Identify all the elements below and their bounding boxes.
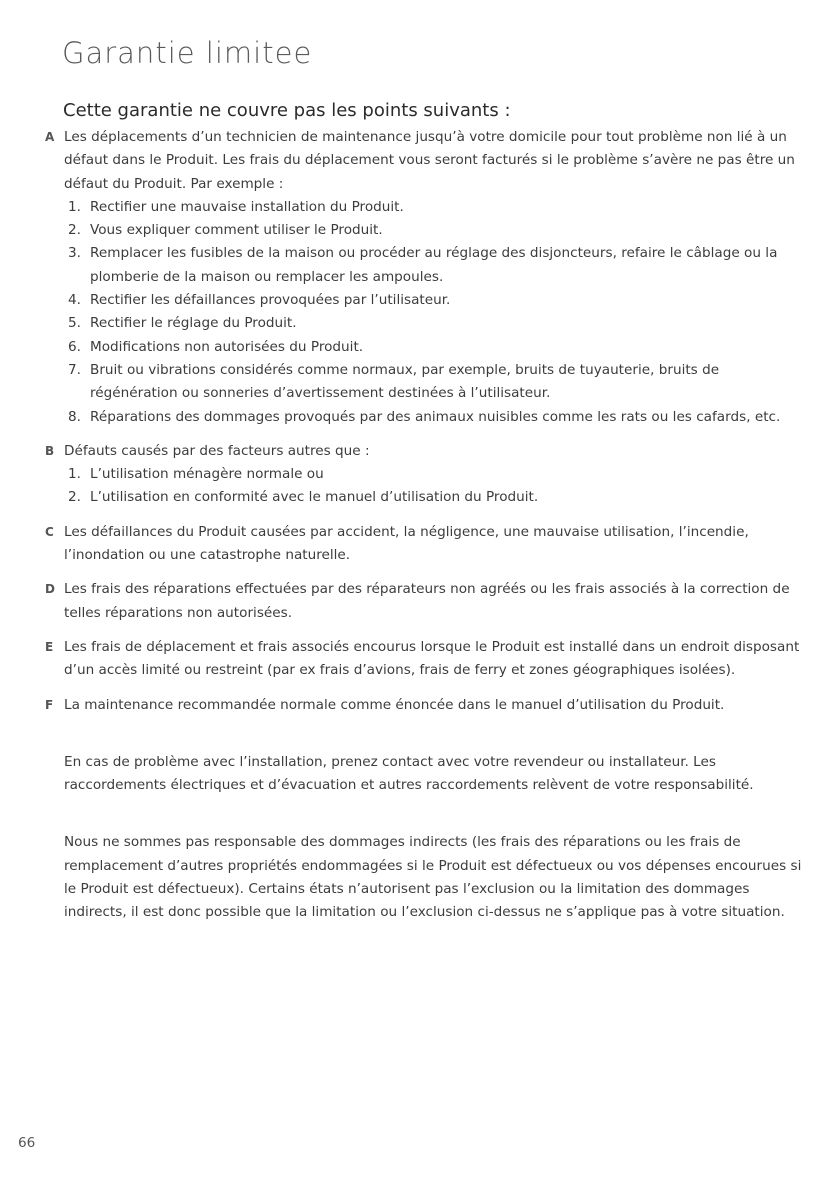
item-number: 8. xyxy=(68,408,81,425)
list-item xyxy=(64,242,802,289)
section-heading: Cette garantie ne couvre pas les points suivants : xyxy=(63,100,511,121)
item-number: 5. xyxy=(68,315,81,332)
list-item xyxy=(64,359,802,406)
item-text: Réparations des dommages provoqués par des animaux nuisibles comme les rats ou les cafards, etc. xyxy=(90,408,781,425)
section-f xyxy=(42,694,802,717)
item-text: Remplacer les fusibles de la maison ou procéder au réglage des disjoncteurs, refaire le câblage ou la plomberie de la maison ou remplacer les ampoules. xyxy=(90,245,778,285)
list-item xyxy=(64,196,802,219)
section-text: La maintenance recommandée normale comme énoncée dans le manuel d’utilisation du Produit. xyxy=(64,696,725,713)
section-text: Les défaillances du Produit causées par accident, la négligence, une mauvaise utilisation, l’incendie, l’inondation ou une catastrophe naturelle. xyxy=(64,523,749,564)
item-text: L’utilisation en conformité avec le manuel d’utilisation du Produit. xyxy=(90,489,539,506)
section-c xyxy=(42,521,802,568)
section-letter: A xyxy=(45,130,55,144)
section-a xyxy=(42,126,802,429)
section-letter: B xyxy=(45,443,55,458)
item-number: 2. xyxy=(68,222,81,239)
item-text: Rectifier les défaillances provoquées par l’utilisateur. xyxy=(90,292,451,309)
section-text: Les frais des réparations effectuées par des réparateurs non agréés ou les frais associés à la correction de telles réparations non autorisées. xyxy=(64,581,790,621)
section-letter: C xyxy=(45,524,54,539)
section-text: Défauts causés par des facteurs autres que : xyxy=(64,442,370,459)
page-title: Garantie limitee xyxy=(62,36,313,70)
item-number: 6. xyxy=(68,338,81,355)
list-item xyxy=(64,463,802,486)
item-text: Vous expliquer comment utiliser le Produit. xyxy=(90,222,383,239)
section-letter: F xyxy=(45,697,54,712)
section-text: Les frais de déplacement et frais associés encourus lorsque le Produit est installé dans un endroit disposant d’un accès limité ou restreint (par ex frais d’avions, frais de ferry et zones géographiques isolées). xyxy=(64,638,800,679)
section-d xyxy=(42,578,802,625)
liability-paragraph: Nous ne sommes pas responsable des dommages indirects (les frais des réparations ou les frais de remplacement d’autres propriétés endommagées si le Produit est défectueux ou vos dépenses encourues si le Produit est défectueux). Certains états n’autorisent pas l’exclusion ou la limitation des dommages indirects, il est donc possible que la limitation ou l’exclusion ci-dessus ne s’applique pas à votre situation. xyxy=(64,834,802,921)
warranty-content xyxy=(42,126,802,925)
list-item xyxy=(64,336,802,359)
section-b xyxy=(42,440,802,510)
list-item xyxy=(64,219,802,242)
item-text: Bruit ou vibrations considérés comme normaux, par exemple, bruits de tuyauterie, bruits de régénération ou sonneries d’avertissement destinées à l’utilisateur. xyxy=(90,361,720,402)
section-e xyxy=(42,636,802,683)
section-letter: D xyxy=(45,582,55,597)
item-number: 1. xyxy=(68,466,81,483)
item-number: 7. xyxy=(68,361,81,378)
item-list xyxy=(64,463,802,510)
item-text: Modifications non autorisées du Produit. xyxy=(90,338,364,355)
item-number: 1. xyxy=(68,198,81,215)
item-list xyxy=(64,196,802,429)
item-number: 2. xyxy=(68,489,81,506)
section-text: Les déplacements d’un technicien de maintenance jusqu’à votre domicile pour tout problème non lié à un défaut dans le Produit. Les frais du déplacement vous seront facturés si le problème s’avère ne pas être un défaut du Produit. Par exemple : xyxy=(64,129,795,192)
item-text: L’utilisation ménagère normale ou xyxy=(90,466,324,483)
item-number: 3. xyxy=(68,245,81,262)
list-item xyxy=(64,406,802,429)
list-item xyxy=(64,486,802,509)
list-item xyxy=(64,289,802,312)
section-letter: E xyxy=(45,639,54,654)
list-item xyxy=(64,312,802,335)
item-text: Rectifier une mauvaise installation du Produit. xyxy=(90,198,404,215)
installation-paragraph: En cas de problème avec l’installation, prenez contact avec votre revendeur ou installateur. Les raccordements électriques et d’évacuation et autres raccordements relèvent de votre responsabilité. xyxy=(64,753,754,794)
item-text: Rectifier le réglage du Produit. xyxy=(90,315,297,332)
item-number: 4. xyxy=(68,292,81,309)
page-number: 66 xyxy=(18,1135,36,1151)
